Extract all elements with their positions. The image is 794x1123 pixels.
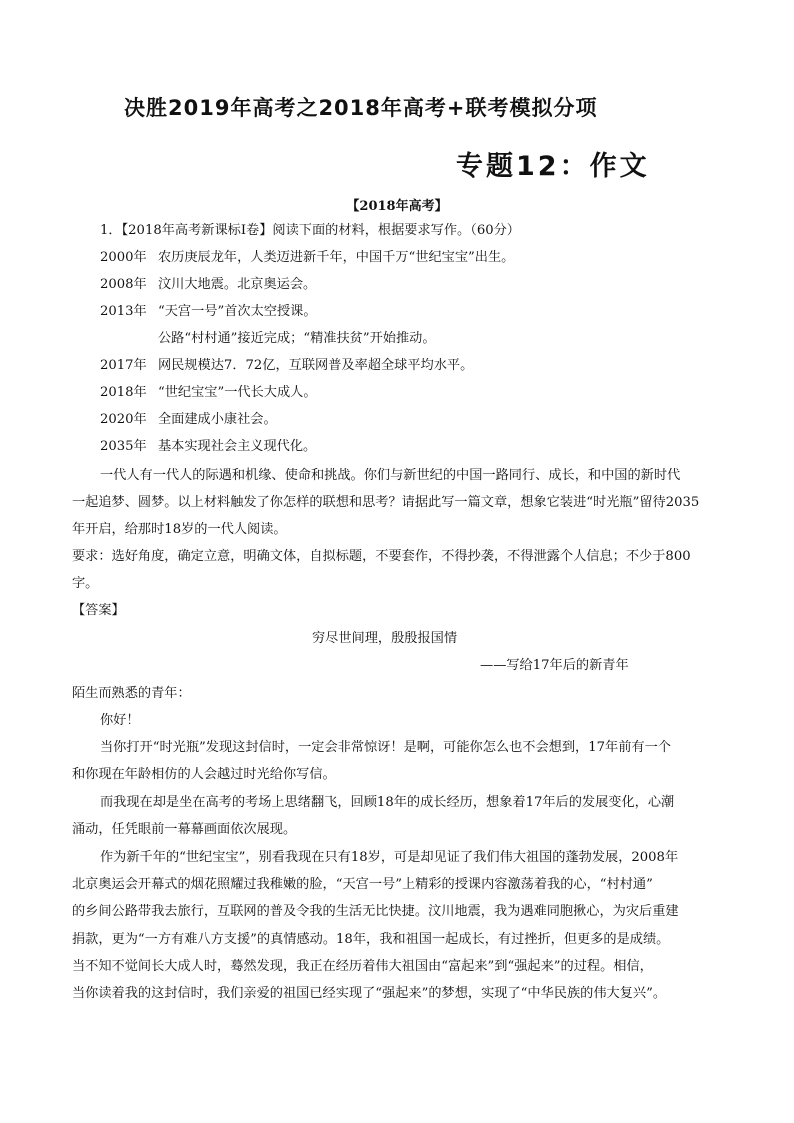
greeting: 你好！ — [100, 713, 140, 728]
body-line: 当你读着我的这封信时，我们亲爱的祖国已经实现了“强起来”的梦想，实现了“中华民族的伟大复兴”。 — [72, 986, 667, 1001]
timeline-item: 2018年 “世纪宝宝”一代长大成人。 — [100, 385, 317, 400]
body-line: 涌动，任凭眼前一幕幕画面依次展现。 — [72, 822, 297, 837]
body-line: 的乡间公路带我去旅行，互联网的普及令我的生活无比快捷。汶川地震，我为遇难同胞揪心，为灾后重建 — [72, 904, 679, 919]
question-intro: 1．【2018年高考新课标Ⅰ卷】阅读下面的材料，根据要求写作。（60分） — [100, 223, 520, 238]
timeline-item: 2035年 基本实现社会主义现代化。 — [100, 439, 317, 454]
requirement-line: 字。 — [72, 576, 99, 591]
body-line: 而我现在却是坐在高考的考场上思绪翻飞，回顾18年的成长经历，想象着17年后的发展变化，心潮 — [100, 795, 675, 810]
requirement-line: 要求：选好角度，确定立意，明确文体，自拟标题，不要套作，不得抄袭，不得泄露个人信息；不少于800 — [72, 549, 691, 564]
salutation: 陌生而熟悉的青年： — [72, 686, 191, 701]
topic-title: 专题12：作文 — [456, 151, 650, 182]
body-line: 当你打开“时光瓶”发现这封信时，一定会非常惊讶！是啊，可能你怎么也不会想到，17年前有一个 — [100, 740, 671, 755]
section-heading: 【2018年高考】 — [346, 199, 448, 214]
essay-subtitle: ——写给17年后的新青年 — [480, 658, 629, 673]
timeline-item: 2000年 农历庚辰龙年，人类迈进新千年，中国千万“世纪宝宝”出生。 — [100, 250, 515, 265]
prompt-line: 一起追梦、圆梦。以上材料触发了你怎样的联想和思考？请据此写一篇文章，想象它装进“时光瓶”留待2035 — [72, 495, 700, 510]
body-line: 捐款，更为“一方有难八方支援”的真情感动。18年，我和祖国一起成长，有过挫折，但更多的是成绩。 — [72, 932, 670, 947]
timeline-item: 2020年 全面建成小康社会。 — [100, 412, 277, 427]
timeline-item: 2008年 汶川大地震。北京奥运会。 — [100, 277, 317, 292]
timeline-item: 2017年 网民规模达7．72亿，互联网普及率超全球平均水平。 — [100, 358, 474, 373]
body-line: 作为新千年的“世纪宝宝”，别看我现在只有18岁，可是却见证了我们伟大祖国的蓬勃发展，2008年 — [100, 850, 679, 865]
document-title: 决胜2019年高考之2018年高考+联考模拟分项 — [124, 96, 598, 120]
body-line: 和你现在年龄相仿的人会越过时光给你写信。 — [72, 767, 336, 782]
essay-title: 穷尽世间理，殷殷报国情 — [312, 631, 458, 646]
prompt-line: 一代人有一代人的际遇和机缘、使命和挑战。你们与新世纪的中国一路同行、成长，和中国的新时代 — [100, 468, 681, 483]
timeline-item: 2013年 “天宫一号”首次太空授课。 — [100, 304, 317, 319]
prompt-line: 年开启，给那时18岁的一代人阅读。 — [72, 522, 287, 537]
body-line: 当不知不觉间长大成人时，蓦然发现，我正在经历着伟大祖国由“富起来”到“强起来”的过程。相信， — [72, 959, 653, 974]
timeline-item: 公路“村村通”接近完成；“精准扶贫”开始推动。 — [158, 331, 436, 346]
answer-label: 【答案】 — [72, 603, 125, 618]
body-line: 北京奥运会开幕式的烟花照耀过我稚嫩的脸，“天宫一号”上精彩的授课内容激荡着我的心，“村村通” — [72, 877, 653, 892]
